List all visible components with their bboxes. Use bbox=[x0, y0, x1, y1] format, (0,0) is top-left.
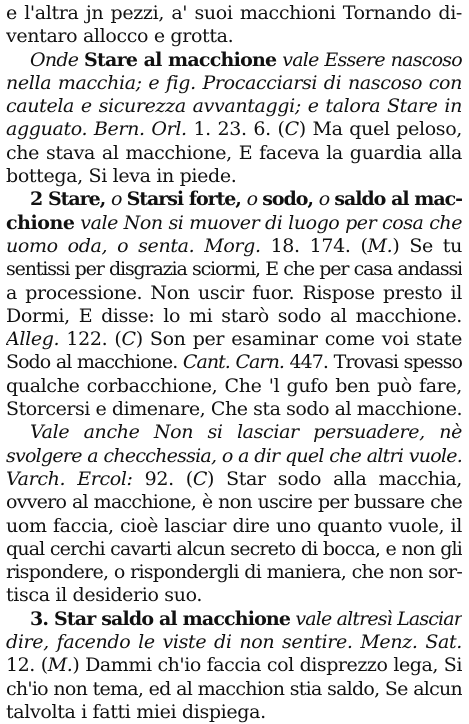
text-segment: e l'altra jn pezzi, a' suoi macchioni Tornando di- bbox=[6, 2, 462, 24]
text-segment: Dormi, E disse: lo mi starò sodo al macchione. bbox=[6, 304, 462, 327]
text-segment: sentissi per disgrazia sciormi, E che per casa andassi bbox=[6, 258, 462, 281]
text-line bbox=[6, 421, 462, 444]
text-line bbox=[6, 491, 462, 514]
text-line bbox=[6, 701, 462, 724]
text-segment: 1. 23. 6. ( bbox=[193, 118, 285, 141]
text-line bbox=[6, 608, 462, 631]
text-segment: vale altresì Lasciar bbox=[290, 607, 462, 630]
text-segment: Varch. Ercol: bbox=[6, 467, 145, 490]
text-segment: qualche corbacchione, Che 'l gufo ben può fare, bbox=[6, 374, 462, 397]
text-segment: Starsi forte, bbox=[126, 188, 247, 211]
text-segment: vale Non si muover di luogo per cosa che bbox=[74, 211, 462, 234]
text-segment: ) Se tu bbox=[392, 234, 462, 257]
text-line bbox=[6, 165, 462, 188]
text-line bbox=[6, 258, 462, 281]
text-segment: cautela e sicurezza avvantaggi; e talora Stare in bbox=[6, 95, 462, 118]
text-segment: o bbox=[110, 188, 127, 211]
text-line bbox=[6, 2, 462, 25]
text-line bbox=[6, 212, 462, 235]
text-segment: qual cerchi cavarti alcun secreto di bocca, e non gli bbox=[6, 537, 462, 560]
text-line bbox=[6, 561, 462, 584]
text-segment: uom faccia, cioè lasciar dire uno quanto vuole, il bbox=[6, 514, 462, 537]
text-segment: Vale anche Non si lasciar persuadere, nè bbox=[30, 421, 462, 444]
text-segment: 447. Trovasi spesso bbox=[289, 351, 462, 374]
text-line bbox=[6, 515, 462, 538]
text-segment: rispondere, o rispondergli di maniera, che non sor- bbox=[6, 561, 462, 584]
text-segment: tisca il desiderio suo. bbox=[6, 584, 203, 607]
text-line bbox=[6, 95, 462, 118]
text-segment: ) Son per esaminar come voi state bbox=[135, 328, 462, 351]
text-segment: 2 Stare, bbox=[30, 188, 111, 211]
text-segment: saldo al mac- bbox=[334, 188, 462, 211]
text-line bbox=[6, 305, 462, 328]
text-line bbox=[6, 235, 462, 258]
text-line bbox=[6, 654, 462, 677]
text-segment: vale Essere nascoso bbox=[276, 48, 462, 71]
text-line bbox=[6, 375, 462, 398]
text-segment: C bbox=[192, 467, 208, 490]
text-segment: sodo, bbox=[262, 188, 319, 211]
text-segment: C bbox=[121, 328, 136, 351]
text-line bbox=[6, 678, 462, 701]
text-segment: 12. ( bbox=[6, 654, 48, 677]
text-line bbox=[6, 142, 462, 165]
text-segment: chione bbox=[6, 211, 75, 234]
text-line bbox=[6, 72, 462, 95]
text-line bbox=[6, 188, 462, 211]
text-segment: Storcersi e dimenare, Che sta sodo al macchione. bbox=[6, 398, 462, 421]
text-line bbox=[6, 118, 462, 141]
text-segment: 18. 174. ( bbox=[270, 234, 368, 257]
text-segment: Alleg. bbox=[6, 328, 67, 351]
text-line bbox=[6, 398, 462, 421]
text-segment: 122. ( bbox=[66, 328, 122, 351]
text-segment: ) Ma quel peloso, bbox=[298, 118, 462, 141]
text-segment: ch'io non tema, ed al macchion stia saldo, Se alcun bbox=[6, 677, 462, 700]
text-segment: 92. ( bbox=[144, 467, 193, 490]
text-segment: che stava al macchione, E faceva la guardia alla bbox=[6, 141, 462, 164]
text-line bbox=[6, 538, 462, 561]
text-line bbox=[6, 445, 462, 468]
text-segment: o bbox=[246, 188, 263, 211]
text-segment: M. bbox=[47, 654, 73, 677]
text-line bbox=[6, 25, 462, 48]
text-segment: talvolta i fatti miei dispiega. bbox=[6, 700, 266, 723]
text-line bbox=[6, 282, 462, 305]
text-line bbox=[6, 631, 462, 654]
text-segment: ) Dammi ch'io faccia col disprezzo lega, Si bbox=[72, 654, 462, 677]
text-line bbox=[6, 584, 462, 607]
text-segment: o bbox=[318, 188, 335, 211]
text-segment: Cant. Carn. bbox=[182, 351, 290, 374]
text-segment: nella macchia; e fig. Procacciarsi di nascoso con bbox=[6, 71, 462, 94]
text-segment: Stare al macchione bbox=[84, 48, 277, 71]
text-segment: dire, facendo le viste di non sentire. Menz. Sat. bbox=[6, 631, 462, 654]
text-segment: 3. Star saldo al macchione bbox=[30, 607, 291, 630]
text-segment: a processione. Non uscir fuor. Rispose presto il bbox=[6, 281, 462, 304]
text-segment: Sodo al macchione. bbox=[6, 351, 183, 374]
text-segment: ) Star sodo alla macchia, bbox=[207, 467, 462, 490]
text-line bbox=[6, 468, 462, 491]
text-line bbox=[6, 328, 462, 351]
text-segment: C bbox=[284, 118, 299, 141]
text-line bbox=[6, 351, 462, 374]
text-segment: M. bbox=[367, 234, 393, 257]
text-segment: ventaro allocco e grotta. bbox=[6, 25, 234, 48]
text-segment: Onde bbox=[30, 48, 85, 71]
text-line bbox=[6, 49, 462, 72]
text-segment: agguato. Bern. Orl. bbox=[6, 118, 194, 141]
text-segment: uomo oda, o senta. Morg. bbox=[6, 234, 271, 257]
text-segment: bottega, Si leva in piede. bbox=[6, 165, 237, 188]
text-segment: ovvero al macchione, è non uscire per bussare che bbox=[6, 491, 462, 514]
text-segment: svolgere a checchessia, o a dir quel che altri vuole. bbox=[6, 444, 462, 467]
